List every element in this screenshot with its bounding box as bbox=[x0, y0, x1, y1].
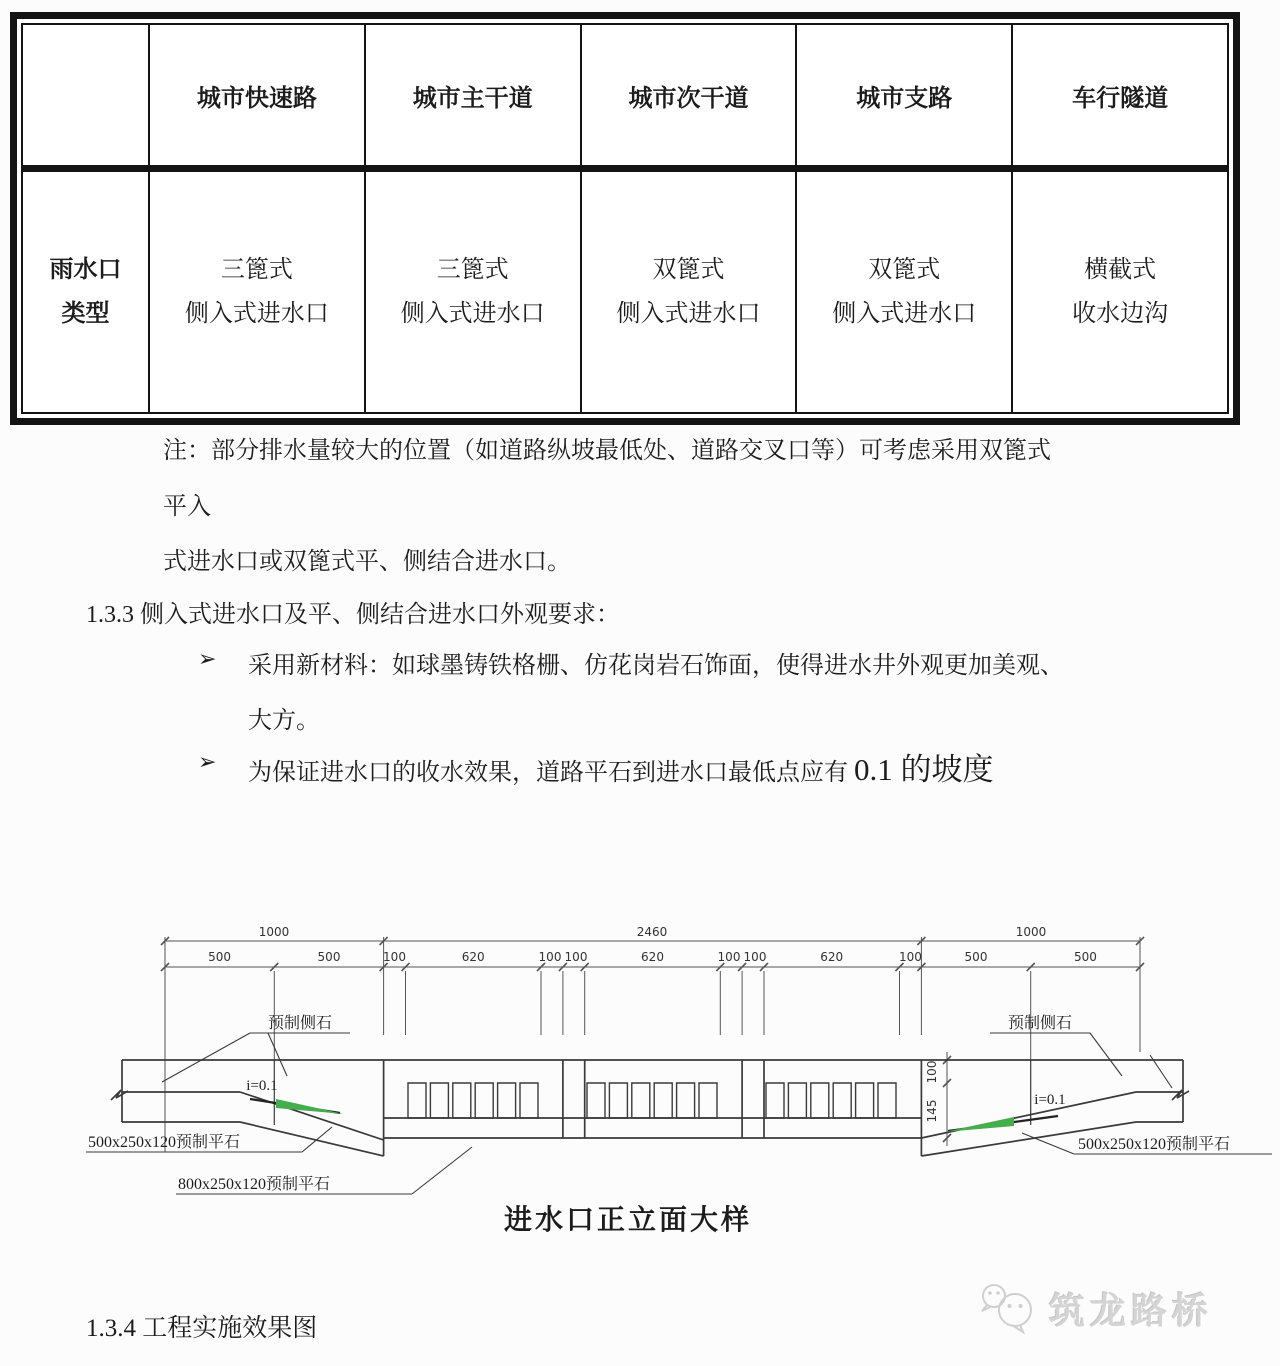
dim-label: 100 bbox=[925, 1060, 939, 1084]
dim-label: 100 bbox=[717, 950, 741, 964]
dim-label: 500 bbox=[964, 950, 988, 964]
section-133-heading: 1.3.3 侧入式进水口及平、侧结合进水口外观要求： bbox=[86, 602, 620, 628]
dim-label: 620 bbox=[461, 950, 485, 964]
dim-label: 500 bbox=[1073, 950, 1097, 964]
dim-label: 100 bbox=[538, 950, 562, 964]
bullet2-line bbox=[248, 744, 994, 789]
table-header-cell: 城市次干道 bbox=[581, 24, 797, 169]
dimension-labels-tier1 bbox=[259, 925, 1047, 939]
cell-line1: 横截式 bbox=[1084, 256, 1157, 283]
slope-label-left: i=0.1 bbox=[246, 1078, 278, 1094]
side-stone-label-right: 预制侧石 bbox=[1007, 1015, 1073, 1032]
dimension-lines bbox=[161, 937, 1144, 1152]
note-line1: 注：部分排水量较大的位置（如道路纵坡最低处、道路交叉口等）可考虑采用双篦式 bbox=[163, 438, 1051, 464]
inlet-elevation-diagram bbox=[0, 900, 1280, 1230]
table-body-row bbox=[22, 169, 1228, 414]
bullet-arrow-icon: ➢ bbox=[198, 646, 217, 671]
grate-openings bbox=[408, 1083, 896, 1118]
slope-label-right: i=0.1 bbox=[1034, 1092, 1066, 1108]
slope-arrow bbox=[944, 1117, 1014, 1132]
cell-line1: 双篦式 bbox=[868, 256, 941, 283]
dim-label: 620 bbox=[820, 950, 844, 964]
dim-label: 100 bbox=[383, 950, 406, 964]
cell-line2: 侧入式进水口 bbox=[184, 301, 329, 327]
bullet2-text: 为保证进水口的收水效果，道路平石到进水口最低点应有 bbox=[248, 760, 854, 786]
note-line2: 平入 bbox=[163, 494, 211, 520]
flat-stone-label-left: 500x250x120预制平石 bbox=[88, 1134, 241, 1151]
table-header-row bbox=[22, 24, 1228, 169]
bullet1-line2: 大方。 bbox=[248, 708, 320, 734]
table-corner-cell bbox=[22, 24, 149, 169]
section-134-heading: 1.3.4 工程实施效果图 bbox=[86, 1315, 318, 1342]
row-header-line1: 雨水口 bbox=[49, 256, 122, 283]
cell-line2: 侧入式进水口 bbox=[616, 301, 761, 327]
vertical-dimension-labels bbox=[925, 1061, 939, 1123]
flat-stone-label-right: 500x250x120预制平石 bbox=[1078, 1136, 1231, 1153]
cell-line1: 三篦式 bbox=[220, 256, 293, 283]
table-cell bbox=[581, 169, 797, 414]
note-line3: 式进水口或双篦式平、侧结合进水口。 bbox=[163, 549, 571, 575]
table-row-header bbox=[22, 169, 149, 414]
dimension-labels-tier2 bbox=[208, 950, 1097, 964]
rainwater-inlet-type-table bbox=[10, 12, 1240, 425]
side-stone-label-left: 预制侧石 bbox=[267, 1015, 333, 1032]
table-cell bbox=[1012, 169, 1228, 414]
table-cell bbox=[365, 169, 581, 414]
table-cell bbox=[149, 169, 365, 414]
slope-arrow bbox=[276, 1099, 344, 1114]
watermark-text: 筑龙路桥 bbox=[1049, 1290, 1214, 1331]
table-header-cell: 车行隧道 bbox=[1012, 24, 1228, 169]
cell-line1: 双篦式 bbox=[652, 256, 725, 283]
bullet1-line1: 采用新材料：如球墨铸铁格栅、仿花岗岩石饰面，使得进水井外观更加美观、 bbox=[248, 653, 1064, 679]
table-header-cell: 城市主干道 bbox=[365, 24, 581, 169]
table-cell bbox=[796, 169, 1012, 414]
leader-lines bbox=[86, 1033, 1272, 1194]
flat-stone-label-center: 800x250x120预制平石 bbox=[178, 1176, 331, 1193]
diagram-caption: 进水口正立面大样 bbox=[503, 1205, 752, 1236]
table-header-cell: 城市支路 bbox=[796, 24, 1012, 169]
dim-label: 1000 bbox=[258, 925, 290, 939]
dim-label: 2460 bbox=[636, 925, 668, 939]
cell-line2: 收水边沟 bbox=[1072, 301, 1169, 327]
cell-line2: 侧入式进水口 bbox=[832, 301, 977, 327]
dim-label: 145 bbox=[925, 1099, 939, 1123]
dim-label: 620 bbox=[641, 950, 664, 964]
dim-label: 500 bbox=[208, 950, 232, 964]
bullet2-emphasis: 0.1 的坡度 bbox=[854, 752, 994, 787]
cell-line1: 三篦式 bbox=[436, 256, 509, 283]
dim-label: 1000 bbox=[1015, 925, 1047, 939]
bullet-arrow-icon: ➢ bbox=[198, 749, 217, 774]
dim-label: 100 bbox=[564, 950, 588, 964]
dim-label: 100 bbox=[898, 950, 922, 964]
watermark bbox=[975, 1281, 1213, 1335]
dim-label: 500 bbox=[317, 950, 341, 964]
cell-line2: 侧入式进水口 bbox=[400, 301, 545, 327]
row-header-line2: 类型 bbox=[61, 301, 110, 327]
dim-label: 100 bbox=[743, 950, 767, 964]
wechat-icon bbox=[975, 1281, 1041, 1335]
table-header-cell: 城市快速路 bbox=[149, 24, 365, 169]
